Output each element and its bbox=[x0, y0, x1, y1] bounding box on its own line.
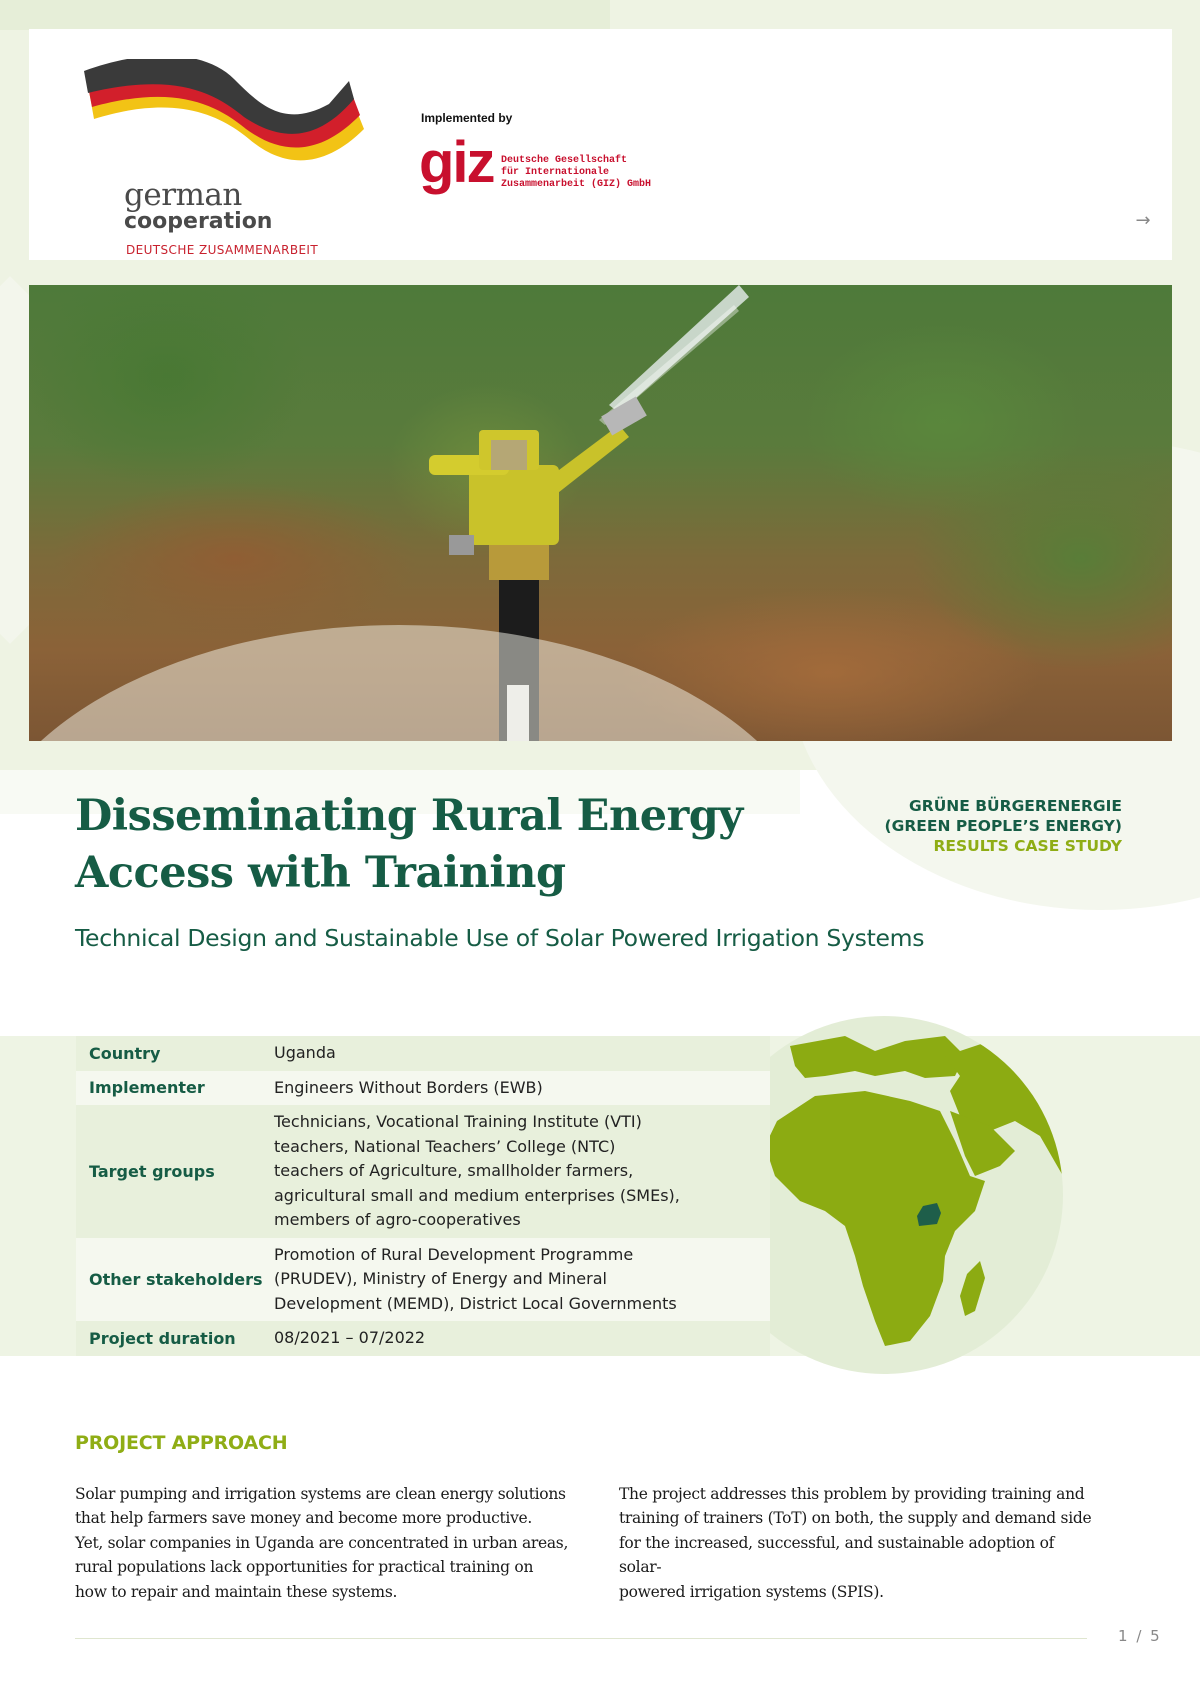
giz-logo-text bbox=[501, 155, 651, 191]
text-line: for the increased, successful, and sustainable adoption of solar- bbox=[619, 1533, 1055, 1577]
facts-value bbox=[274, 1105, 770, 1238]
text-line: Solar pumping and irrigation systems are clean energy solutions bbox=[75, 1485, 566, 1503]
title-line-1: Disseminating Rural Energy bbox=[75, 791, 743, 841]
facts-value-line: Uganda bbox=[274, 1043, 336, 1062]
facts-label: Country bbox=[89, 1043, 161, 1063]
facts-label: Other stakeholders bbox=[89, 1269, 263, 1289]
facts-value-line: teachers, National Teachers’ College (NTC) bbox=[274, 1136, 616, 1156]
approach-paragraph-right bbox=[619, 1482, 1099, 1604]
facts-value bbox=[274, 1036, 770, 1071]
series-line-1: GRÜNE BÜRGERENERGIE bbox=[909, 797, 1122, 815]
facts-row-implementer bbox=[76, 1071, 770, 1106]
facts-value-line: Development (MEMD), District Local Governments bbox=[274, 1293, 677, 1313]
page-title bbox=[75, 788, 775, 902]
text-line: that help farmers save money and become more productive. bbox=[75, 1509, 533, 1528]
series-label bbox=[885, 796, 1122, 856]
facts-value-line: Engineers Without Borders (EWB) bbox=[274, 1077, 543, 1097]
giz-line-3: Zusammenarbeit (GIZ) GmbH bbox=[501, 179, 652, 190]
page-total: 5 bbox=[1150, 1627, 1162, 1645]
facts-row-other-stakeholders bbox=[76, 1238, 770, 1322]
facts-value-line: Technicians, Vocational Training Institute (VTI) bbox=[274, 1112, 642, 1131]
facts-value-line: agricultural small and medium enterprises (SMEs), bbox=[274, 1185, 680, 1205]
header-logo-card bbox=[29, 29, 1172, 260]
giz-line-1: Deutsche Gesellschaft bbox=[501, 155, 628, 166]
page-separator: / bbox=[1136, 1627, 1144, 1645]
hero-photo-sprinkler bbox=[29, 285, 1172, 741]
implemented-by-label: Implemented by bbox=[421, 111, 513, 125]
series-line-3: RESULTS CASE STUDY bbox=[933, 837, 1122, 855]
facts-row-country bbox=[76, 1036, 770, 1071]
logo-text-deutsche-zusammenarbeit: DEUTSCHE ZUSAMMENARBEIT bbox=[126, 243, 319, 257]
page-current: 1 bbox=[1118, 1627, 1130, 1645]
hero-decorative-arc bbox=[29, 625, 829, 741]
facts-row-project-duration bbox=[76, 1321, 770, 1356]
text-line: Yet, solar companies in Uganda are concentrated in urban areas, bbox=[75, 1533, 569, 1552]
facts-label: Target groups bbox=[89, 1161, 215, 1181]
footer-divider bbox=[75, 1638, 1087, 1639]
german-cooperation-logo bbox=[84, 59, 384, 259]
facts-label: Project duration bbox=[89, 1328, 236, 1348]
arrow-right-icon[interactable]: → bbox=[1135, 210, 1151, 231]
facts-value-line: 08/2021 – 07/2022 bbox=[274, 1328, 426, 1347]
logo-text-cooperation: cooperation bbox=[124, 209, 273, 234]
page-subtitle: Technical Design and Sustainable Use of Solar Powered Irrigation Systems bbox=[75, 924, 925, 952]
facts-value-line: Promotion of Rural Development Programme bbox=[274, 1244, 634, 1264]
text-line: training of trainers (ToT) on both, the supply and demand side bbox=[619, 1509, 1092, 1528]
facts-value-line: teachers of Agriculture, smallholder farmers, bbox=[274, 1161, 634, 1180]
german-flag-ribbon-icon bbox=[84, 59, 374, 179]
page-indicator bbox=[1118, 1627, 1162, 1645]
text-line: The project addresses this problem by providing training and bbox=[619, 1485, 1085, 1503]
facts-value-line: members of agro-cooperatives bbox=[274, 1210, 521, 1229]
project-facts-table bbox=[76, 1036, 770, 1356]
title-line-2: Access with Training bbox=[75, 848, 566, 898]
giz-line-2: für Internationale bbox=[501, 167, 610, 178]
facts-value bbox=[274, 1071, 770, 1106]
facts-value bbox=[274, 1321, 770, 1356]
page-background-tab bbox=[0, 0, 610, 30]
facts-value-line: (PRUDEV), Ministry of Energy and Mineral bbox=[274, 1269, 607, 1288]
facts-row-target-groups bbox=[76, 1105, 770, 1238]
approach-paragraph-left bbox=[75, 1482, 575, 1604]
text-line: how to repair and maintain these systems. bbox=[75, 1582, 398, 1601]
facts-label: Implementer bbox=[89, 1078, 205, 1098]
giz-logo-mark: giz bbox=[419, 130, 494, 195]
facts-value bbox=[274, 1238, 770, 1322]
series-line-2: (GREEN PEOPLE’S ENERGY) bbox=[884, 817, 1122, 835]
text-line: powered irrigation systems (SPIS). bbox=[619, 1582, 884, 1601]
section-heading-project-approach: PROJECT APPROACH bbox=[75, 1432, 288, 1454]
logo-text-german: german bbox=[124, 177, 242, 213]
text-line: rural populations lack opportunities for practical training on bbox=[75, 1558, 534, 1577]
